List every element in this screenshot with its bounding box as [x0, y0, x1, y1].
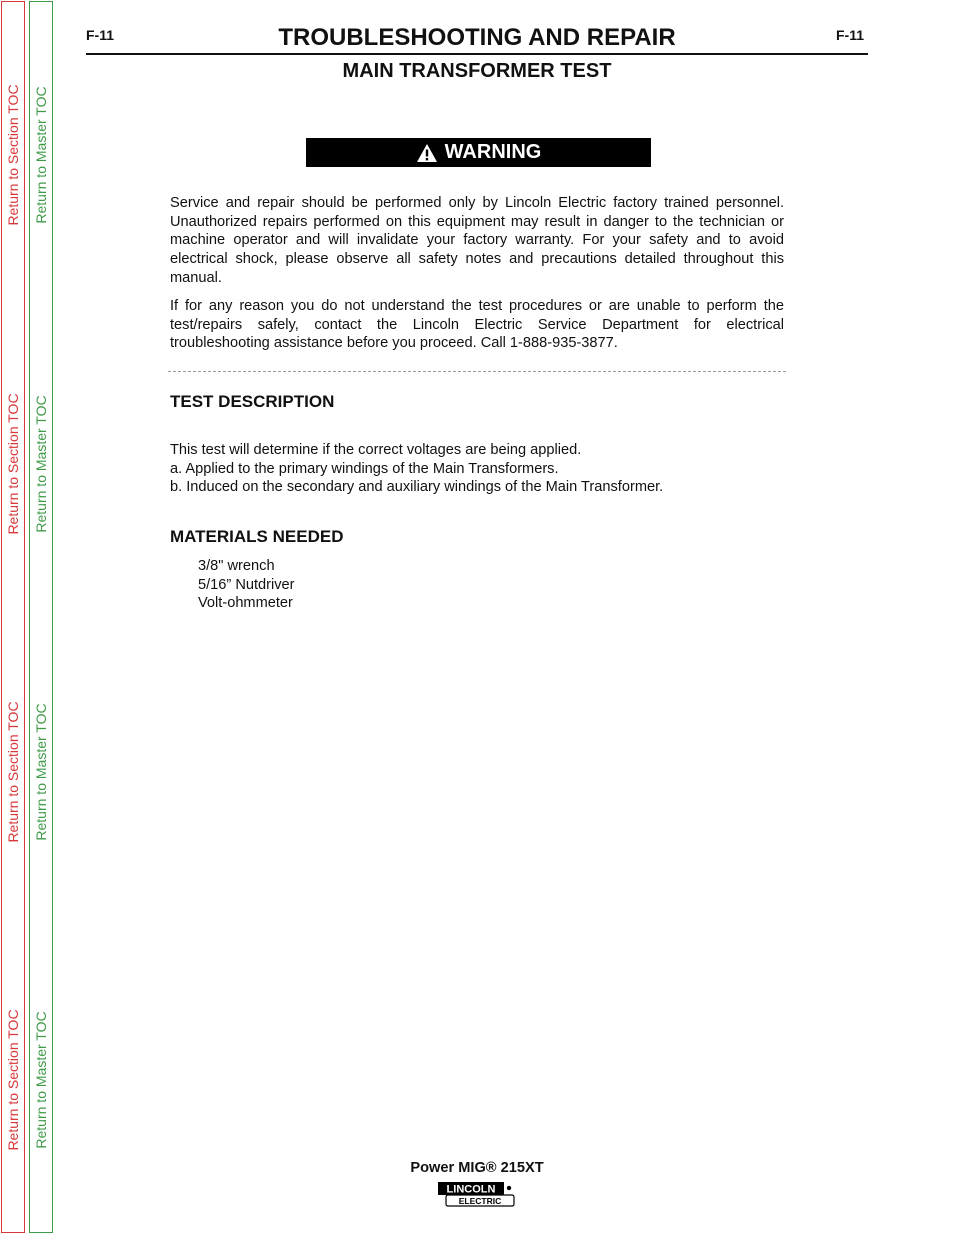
model-name: Power MIG® 215XT — [410, 1160, 544, 1176]
section-divider — [168, 371, 786, 372]
warning-label: WARNING — [444, 141, 542, 163]
section-toc-strip — [1, 1, 25, 1233]
return-to-master-toc-link[interactable]: Return to Master TOC — [33, 1011, 49, 1149]
description-line: b. Induced on the secondary and auxiliary windings of the Main Transformer. — [170, 479, 664, 496]
return-to-section-toc-link[interactable]: Return to Section TOC — [5, 84, 21, 226]
page-number-left: F-11 — [86, 27, 115, 43]
test-description-body — [170, 441, 784, 497]
page-subtitle: MAIN TRANSFORMER TEST — [342, 60, 612, 82]
description-line: This test will determine if the correct voltages are being applied. — [170, 442, 582, 458]
warning-text: Service and repair should be performed only by Lincoln Electric factory trained personnel. Unauthorized repairs performed on this equipment may result in danger to the technician or machine operator and will invalidate your factory warranty. For your safety and to avoid electrical shock, please observe all safety notes and precautions detailed throughout this manual. — [170, 195, 784, 286]
warning-paragraph-1 — [170, 194, 784, 288]
list-item: 5/16” Nutdriver — [198, 576, 295, 593]
return-to-master-toc-link[interactable]: Return to Master TOC — [33, 395, 49, 533]
return-to-section-toc-link[interactable]: Return to Section TOC — [5, 701, 21, 843]
return-to-section-toc-link[interactable]: Return to Section TOC — [5, 1009, 21, 1151]
list-item: Volt-ohmmeter — [198, 595, 293, 612]
title-divider — [86, 53, 868, 55]
warning-text: If for any reason you do not understand the test procedures or are unable to perform the test/repairs safely, contact the Lincoln Electric Service Department for electrical troubleshooting assistance before you proceed. Call 1-888-935-3877. — [170, 298, 784, 352]
warning-banner — [306, 138, 651, 167]
warning-triangle-icon — [416, 143, 438, 163]
warning-paragraph-2 — [170, 297, 784, 353]
return-to-master-toc-link[interactable]: Return to Master TOC — [33, 86, 49, 224]
list-item: 3/8" wrench — [198, 558, 275, 574]
page-title: TROUBLESHOOTING AND REPAIR — [278, 24, 676, 51]
materials-heading: MATERIALS NEEDED — [170, 527, 344, 546]
return-to-master-toc-link[interactable]: Return to Master TOC — [33, 703, 49, 841]
master-toc-strip — [29, 1, 53, 1233]
return-to-section-toc-link[interactable]: Return to Section TOC — [5, 393, 21, 535]
description-line: a. Applied to the primary windings of the Main Transformers. — [170, 460, 559, 477]
logo-top-text: LINCOLN — [446, 1183, 496, 1196]
test-description-heading: TEST DESCRIPTION — [170, 392, 335, 411]
materials-list — [198, 557, 295, 613]
lincoln-electric-logo — [437, 1180, 517, 1208]
page-number-right: F-11 — [836, 27, 865, 43]
logo-bottom-text: ELECTRIC — [458, 1196, 502, 1206]
